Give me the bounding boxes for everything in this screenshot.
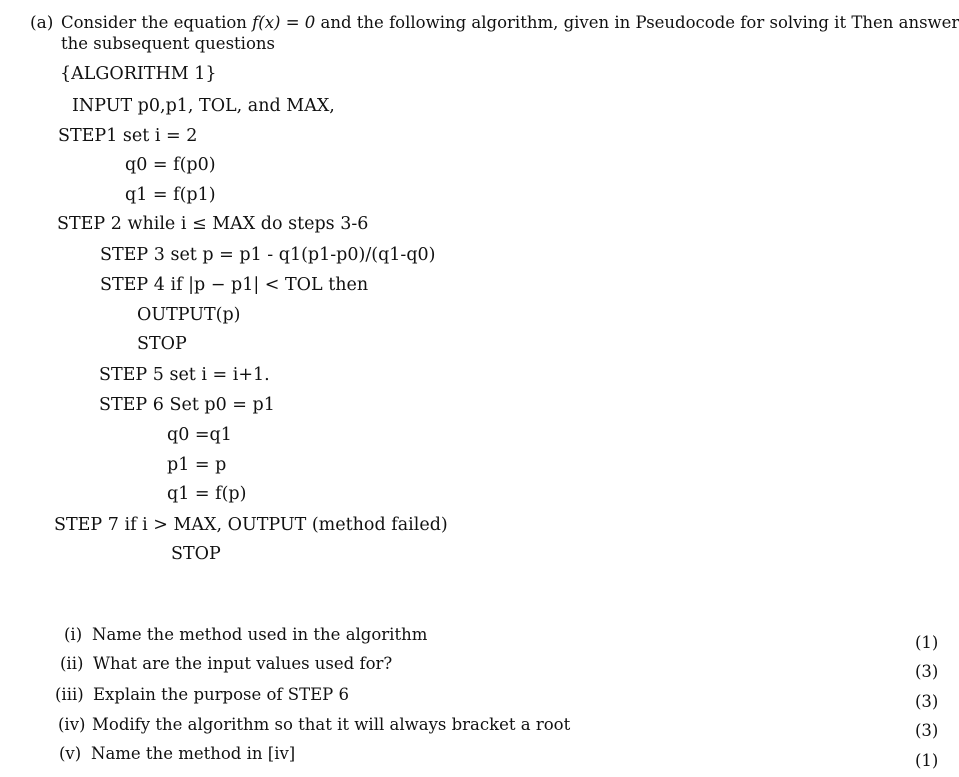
algorithm-step4-stop: STOP <box>137 334 187 354</box>
subquestion-marks: (1) <box>915 633 939 652</box>
subquestion-num: (iii) <box>55 685 84 704</box>
algorithm-input: INPUT p0,p1, TOL, and MAX, <box>72 96 335 116</box>
algorithm-step6-q0: q0 =q1 <box>167 425 232 445</box>
algorithm-step6: STEP 6 Set p0 = p1 <box>99 395 275 415</box>
subquestion-marks: (3) <box>915 662 939 681</box>
subquestion-text: What are the input values used for? <box>93 654 393 673</box>
subquestion-num: (iv) <box>58 715 86 734</box>
intro-text-a: Consider the equation <box>61 13 253 32</box>
subquestion-marks: (3) <box>915 721 939 740</box>
question-intro-line1 <box>61 14 959 33</box>
subquestion-marks: (1) <box>915 751 939 770</box>
intro-text-b: and the following algorithm, given in Pseudocode for solving it Then answer <box>315 13 959 32</box>
subquestion-text: Name the method used in the algorithm <box>92 625 428 644</box>
algorithm-step6-q1: q1 = f(p) <box>167 484 247 504</box>
subquestion-text: Modify the algorithm so that it will always bracket a root <box>92 715 571 734</box>
algorithm-step7-stop: STOP <box>171 544 221 564</box>
question-intro-line2: the subsequent questions <box>61 34 275 53</box>
algorithm-step1: STEP1 set i = 2 <box>58 126 198 146</box>
subquestion-num: (v) <box>59 744 82 763</box>
algorithm-step7: STEP 7 if i > MAX, OUTPUT (method failed) <box>54 515 448 535</box>
algorithm-step2: STEP 2 while i ≤ MAX do steps 3-6 <box>57 214 369 234</box>
algorithm-step3: STEP 3 set p = p1 - q1(p1-p0)/(q1-q0) <box>100 245 436 265</box>
algorithm-title: {ALGORITHM 1} <box>60 64 217 84</box>
question-label: (a) <box>30 13 54 33</box>
algorithm-step1-q0: q0 = f(p0) <box>125 155 216 175</box>
algorithm-step4: STEP 4 if |p − p1| < TOL then <box>100 275 369 295</box>
subquestion-num: (ii) <box>60 654 84 673</box>
subquestion-text: Name the method in [iv] <box>91 744 296 763</box>
algorithm-step6-p1: p1 = p <box>167 455 227 475</box>
subquestion-text: Explain the purpose of STEP 6 <box>93 685 349 704</box>
subquestion-num: (i) <box>64 625 83 644</box>
intro-equation: f(x) = 0 <box>252 13 316 32</box>
algorithm-step1-q1: q1 = f(p1) <box>125 185 216 205</box>
subquestion-marks: (3) <box>915 692 939 711</box>
algorithm-step5: STEP 5 set i = i+1. <box>99 365 270 385</box>
algorithm-step4-output: OUTPUT(p) <box>137 305 241 325</box>
